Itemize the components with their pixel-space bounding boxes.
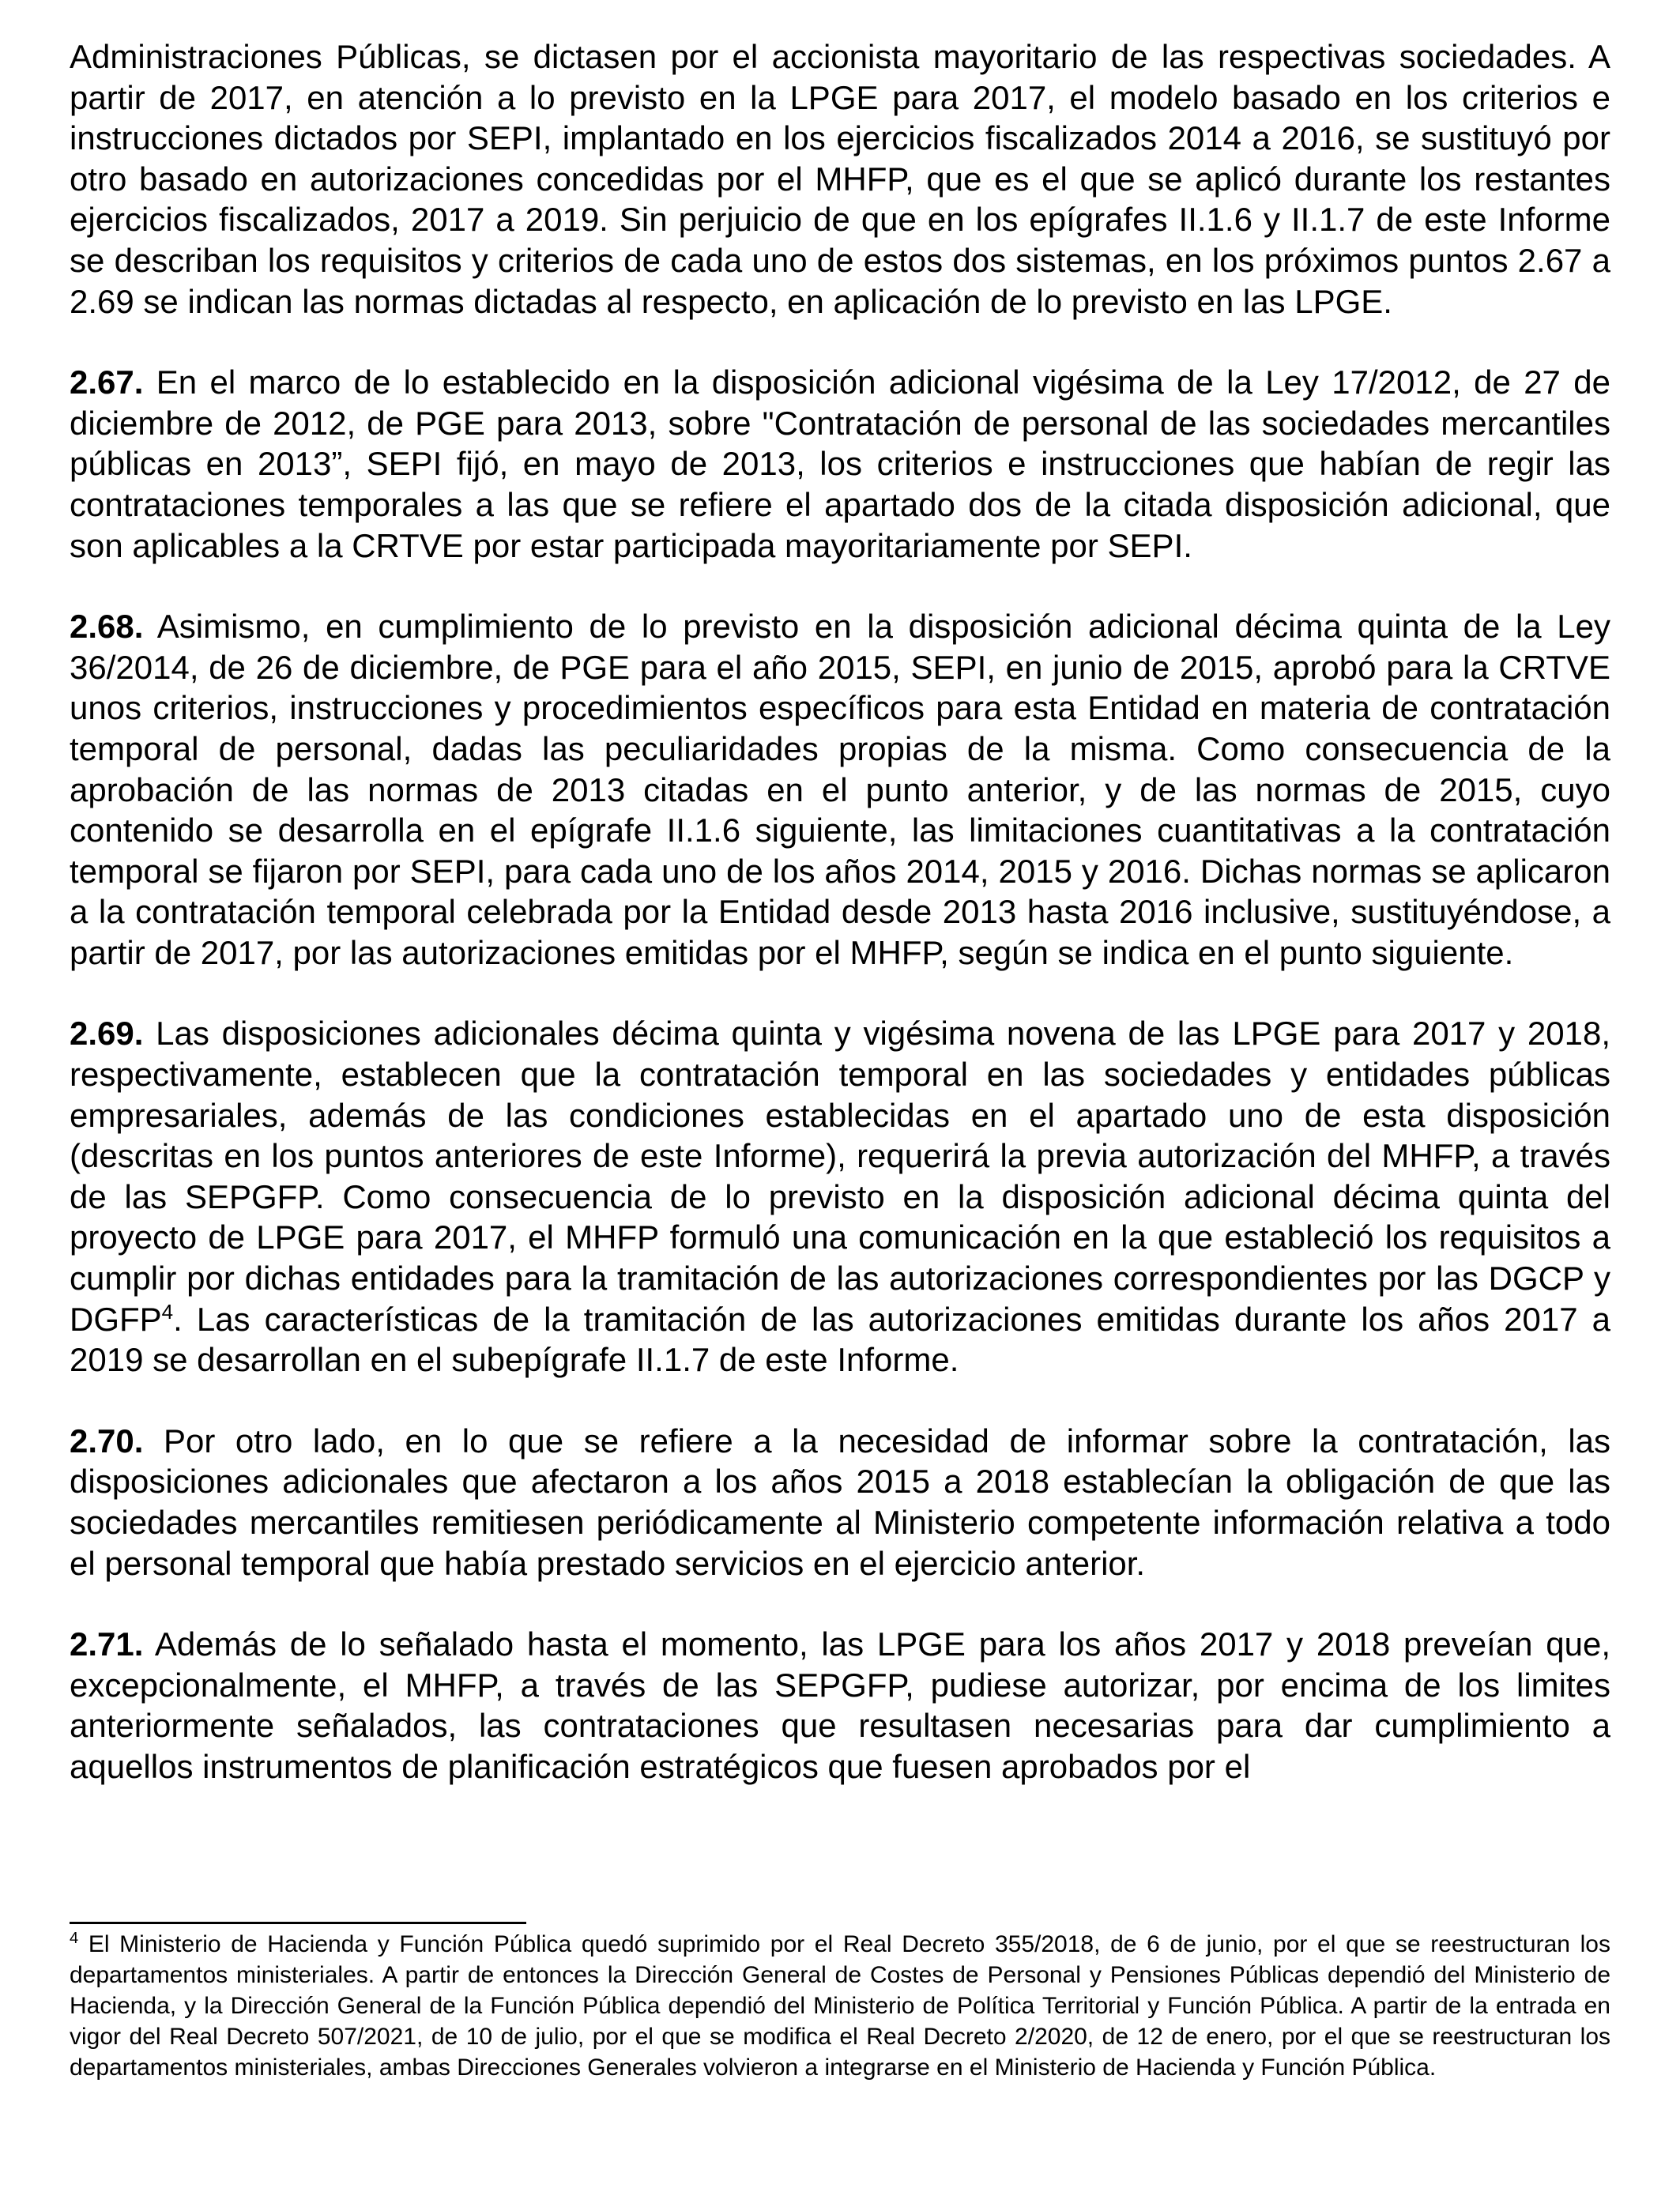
paragraph-number: 2.67. (70, 363, 144, 401)
paragraph-text: Las disposiciones adicionales décima quinta y vigésima novena de las LPGE para 2017 y 2018, respectivamente, establecen que la contratación temporal en las sociedades y entidades públicas empresariales, además de las condiciones establecidas en el apartado uno de esta disposición (descritas en los puntos anteriores de este Informe), requerirá la previa autorización del MHFP, a través de las SEPGFP. Como consecuencia de lo previsto en la disposición adicional décima quinta del proyecto de LPGE para 2017, el MHFP formuló una comunicación en la que estableció los requisitos a cumplir por dichas entidades para la tramitación de las autorizaciones correspondientes por las DGCP y DGFP (70, 1015, 1610, 1338)
paragraph-text: Además de lo señalado hasta el momento, las LPGE para los años 2017 y 2018 preveían que, excepcionalmente, el MHFP, a través de las SEPGFP, pudiese autorizar, por encima de los limites anteriormente señalados, las contrataciones que resultasen necesarias para dar cumplimiento a aquellos instrumentos de planificación estratégicos que fuesen aprobados por el (70, 1625, 1610, 1785)
paragraph-2-70 (70, 1421, 1610, 1584)
paragraph-number: 2.69. (70, 1015, 144, 1053)
paragraph-text: Asimismo, en cumplimiento de lo previsto en la disposición adicional décima quinta de la Ley 36/2014, de 26 de diciembre, de PGE para el año 2015, SEPI, en junio de 2015, aprobó para la CRTVE unos criterios, instrucciones y procedimientos específicos para esta Entidad en materia de contratación temporal de personal, dadas las peculiaridades propias de la misma. Como consecuencia de la aprobación de las normas de 2013 citadas en el punto anterior, y de las normas de 2015, cuyo contenido se desarrolla en el epígrafe II.1.6 siguiente, las limitaciones cuantitativas a la contratación temporal se fijaron por SEPI, para cada uno de los años 2014, 2015 y 2016. Dichas normas se aplicaron a la contratación temporal celebrada por la Entidad desde 2013 hasta 2016 inclusive, sustituyéndose, a partir de 2017, por las autorizaciones emitidas por el MHFP, según se indica en el punto siguiente. (70, 608, 1610, 971)
paragraph-2-68 (70, 606, 1610, 973)
paragraph-text-continued: . Las características de la tramitación de las autorizaciones emitidas durante los años 2017 a 2019 se desarrollan en el subepígrafe II.1.7 de este Informe. (70, 1300, 1610, 1379)
footnote-divider (70, 1922, 526, 1924)
paragraph-number: 2.71. (70, 1625, 144, 1663)
paragraph-2-69 (70, 1013, 1610, 1380)
paragraph-text: Administraciones Públicas, se dictasen por el accionista mayoritario de las respectivas sociedades. A partir de 2017, en atención a lo previsto en la LPGE para 2017, el modelo basado en los criterios e instrucciones dictados por SEPI, implantado en los ejercicios fiscalizados 2014 a 2016, se sustituyó por otro basado en autorizaciones concedidas por el MHFP, que es el que se aplicó durante los restantes ejercicios fiscalizados, 2017 a 2019. Sin perjuicio de que en los epígrafes II.1.6 y II.1.7 de este Informe se describan los requisitos y criterios de cada uno de estos dos sistemas, en los próximos puntos 2.67 a 2.69 se indican las normas dictadas al respecto, en aplicación de lo previsto en las LPGE. (70, 38, 1610, 320)
footnote (70, 1929, 1610, 2083)
paragraph-2-71 (70, 1624, 1610, 1787)
paragraph-number: 2.68. (70, 608, 144, 646)
paragraph-2-67 (70, 362, 1610, 566)
footnote-reference[interactable]: 4 (161, 1299, 174, 1324)
paragraph-continuation (70, 36, 1610, 322)
footnote-text: El Ministerio de Hacienda y Función Pública quedó suprimido por el Real Decreto 355/2018, de 6 de junio, por el que se reestructuran los departamentos ministeriales. A partir de entonces la Dirección General de Costes de Personal y Pensiones Públicas dependió del Ministerio de Hacienda, y la Dirección General de la Función Pública dependió del Ministerio de Política Territorial y Función Pública. A partir de la entrada en vigor del Real Decreto 507/2021, de 10 de julio, por el que se modifica el Real Decreto 2/2020, de 12 de enero, por el que se reestructuran los departamentos ministeriales, ambas Direcciones Generales volvieron a integrarse en el Ministerio de Hacienda y Función Pública. (70, 1931, 1610, 2081)
paragraph-text: En el marco de lo establecido en la disposición adicional vigésima de la Ley 17/2012, de 27 de diciembre de 2012, de PGE para 2013, sobre "Contratación de personal de las sociedades mercantiles públicas en 2013”, SEPI fijó, en mayo de 2013, los criterios e instrucciones que habían de regir las contrataciones temporales a las que se refiere el apartado dos de la citada disposición adicional, que son aplicables a la CRTVE por estar participada mayoritariamente por SEPI. (70, 363, 1610, 564)
footnote-marker: 4 (70, 1930, 79, 1947)
paragraph-text: Por otro lado, en lo que se refiere a la necesidad de informar sobre la contratación, las disposiciones adicionales que afectaron a los años 2015 a 2018 establecían la obligación de que las sociedades mercantiles remitiesen periódicamente al Ministerio competente información relativa a todo el personal temporal que había prestado servicios en el ejercicio anterior. (70, 1422, 1611, 1582)
document-body (70, 36, 1610, 1828)
paragraph-number: 2.70. (70, 1422, 144, 1459)
